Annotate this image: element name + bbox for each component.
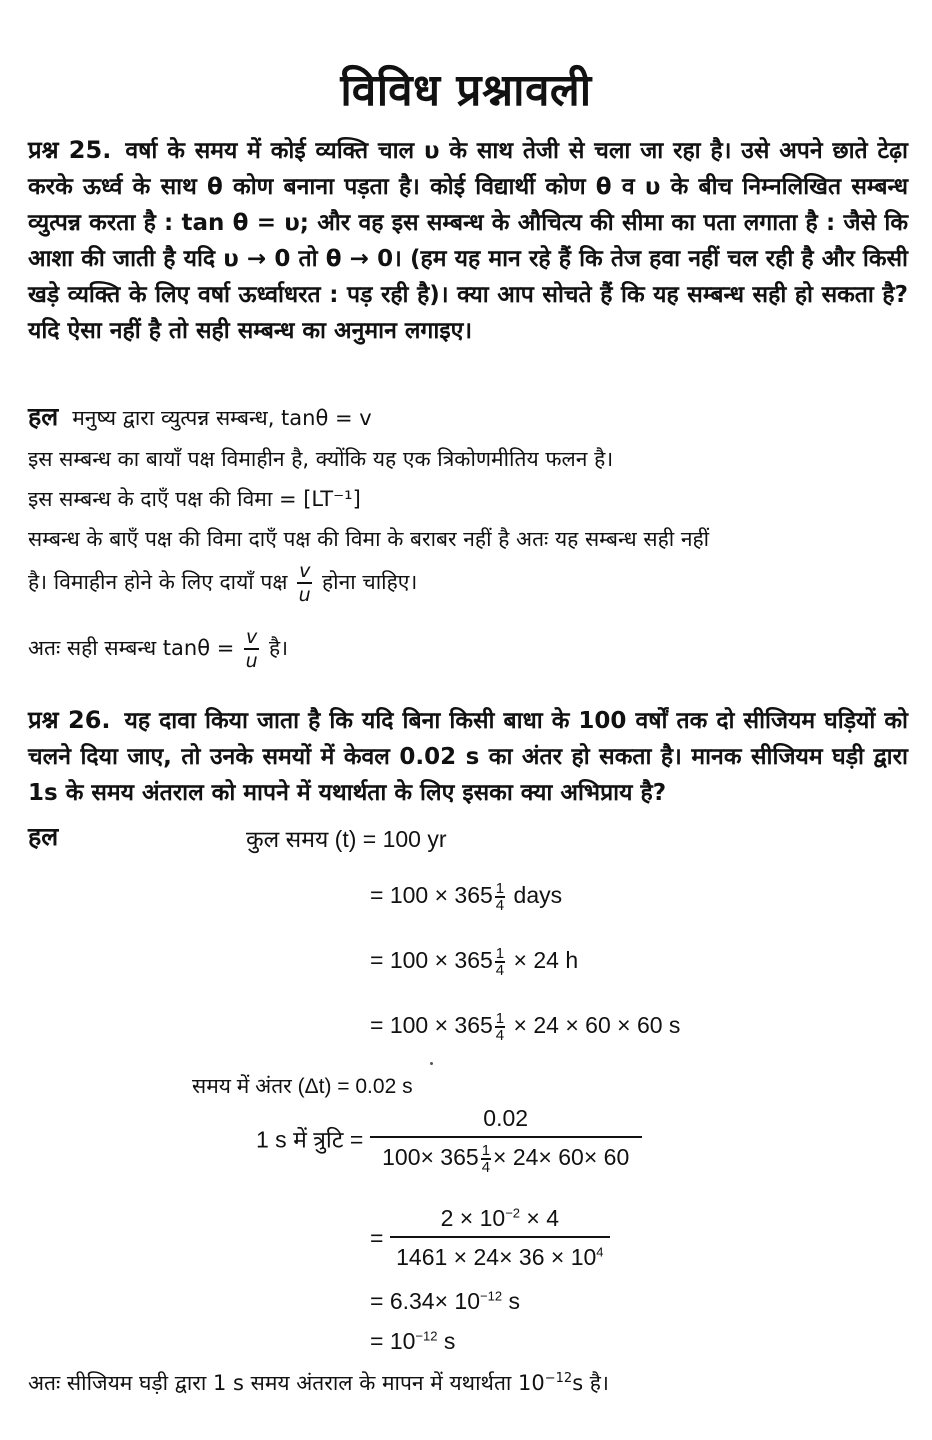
time-difference: समय में अंतर (Δt) = 0.02 s: [192, 1075, 413, 1098]
equation-seconds-prefix: = 100 × 365: [370, 1012, 493, 1038]
quarter-fraction: [495, 881, 505, 913]
equation-hours-suffix: × 24 h: [513, 947, 579, 973]
rounded-exponent: −12: [415, 1328, 438, 1344]
solution-25-line-6: [28, 626, 908, 672]
result-value: [370, 1286, 520, 1316]
rounded-base: = 10: [370, 1328, 416, 1354]
equation-hours-prefix: = 100 × 365: [370, 947, 493, 973]
error-equation: [256, 1104, 642, 1175]
equation-days: [370, 880, 562, 913]
question-26: [28, 702, 908, 811]
print-speck: [430, 1062, 433, 1065]
error-denominator-suffix: × 24× 60× 60: [493, 1144, 630, 1170]
solution-25-line-5-text: है। विमाहीन होने के लिए दायाँ पक्ष: [28, 570, 288, 594]
error-label: 1 s में त्रुटि =: [256, 1126, 364, 1153]
equals-sign: =: [370, 1225, 384, 1251]
fraction-denominator: u: [245, 650, 258, 672]
quarter-numerator: 1: [495, 879, 505, 897]
solution-25-line-5-end: होना चाहिए।: [322, 570, 418, 594]
quarter-denominator: 4: [495, 896, 505, 914]
solution-25-line-3: इस सम्बन्ध के दाएँ पक्ष की विमा = [LT⁻¹]: [28, 487, 361, 511]
result-unit: s: [502, 1288, 520, 1314]
correct-relation-text: अतः सही सम्बन्ध tanθ =: [28, 636, 235, 660]
error-fraction: [370, 1104, 642, 1175]
error-denominator: [370, 1138, 642, 1175]
conclusion-exponent: −12: [544, 1371, 573, 1386]
solution-26-label: हल: [28, 822, 59, 851]
denominator-exponent: 4: [596, 1244, 604, 1260]
conclusion: [28, 1368, 908, 1398]
question-26-label: प्रश्न 26.: [28, 706, 111, 734]
quarter-fraction: [495, 946, 505, 978]
error-numerator: 0.02: [370, 1104, 642, 1138]
question-25: [28, 132, 908, 349]
result-base: = 6.34× 10: [370, 1288, 480, 1314]
simplified-equation: [370, 1204, 610, 1272]
question-26-text: यह दावा किया जाता है कि यदि बिना किसी बाधा के 100 वर्षों तक दो सीजियम घड़ियों को चलने दिया जाए, तो उनके समयों में केवल 0.02 s का अंतर हो सकता है। मानक सीजियम घड़ी द्वारा 1s के समय अंतराल को मापने में यथार्थता के लिए इसका क्या अभिप्राय है?: [28, 708, 908, 806]
denominator-base: 1461 × 24× 36 × 10: [396, 1244, 597, 1270]
fraction-denominator: u: [298, 584, 311, 606]
numerator-base: 2 × 10: [440, 1205, 506, 1231]
solution-25-line-4: सम्बन्ध के बाएँ पक्ष की विमा दाएँ पक्ष की विमा के बराबर नहीं है अतः यह सम्बन्ध सही नहीं: [28, 527, 710, 551]
correct-relation-fraction: [244, 626, 259, 672]
simplified-numerator: [390, 1204, 610, 1238]
simplified-fraction: [390, 1204, 610, 1272]
equation-days-unit: days: [513, 882, 563, 908]
page-title: विविध प्रश्नावली: [340, 65, 592, 116]
conclusion-text: अतः सीजियम घड़ी द्वारा 1 s समय अंतराल के मापन में यथार्थता 10: [28, 1371, 545, 1395]
numerator-exponent: −2: [505, 1205, 521, 1221]
simplified-denominator: [390, 1238, 610, 1272]
v-over-u-fraction: [297, 560, 312, 606]
correct-relation-end: है।: [268, 636, 289, 660]
equation-seconds: [370, 1010, 680, 1043]
error-denominator-prefix: 100× 365: [382, 1144, 479, 1170]
total-time: कुल समय (t) = 100 yr: [246, 826, 447, 852]
quarter-denominator: 4: [495, 1026, 505, 1044]
solution-26-label-line: [28, 822, 908, 853]
equation-hours: [370, 945, 578, 978]
result-rounded: [370, 1326, 455, 1356]
quarter-fraction: [495, 1011, 505, 1043]
quarter-numerator: 1: [481, 1141, 491, 1159]
quarter-fraction: [481, 1143, 491, 1175]
equation-seconds-suffix: × 24 × 60 × 60 s: [513, 1012, 681, 1038]
solution-25-line-5: [28, 560, 908, 606]
numerator-tail: × 4: [520, 1205, 560, 1231]
equation-days-prefix: = 100 × 365: [370, 882, 493, 908]
rounded-unit: s: [437, 1328, 456, 1354]
quarter-numerator: 1: [495, 1009, 505, 1027]
fraction-numerator: v: [299, 560, 311, 582]
conclusion-end: s है।: [572, 1371, 609, 1395]
solution-25-line-2: इस सम्बन्ध का बायाँ पक्ष विमाहीन है, क्योंकि यह एक त्रिकोणमीतिय फलन है।: [28, 447, 614, 471]
quarter-denominator: 4: [495, 961, 505, 979]
fraction-numerator: v: [246, 626, 258, 648]
solution-25-label: हल: [28, 402, 59, 431]
question-25-text: वर्षा के समय में कोई व्यक्ति चाल υ के साथ तेजी से चला जा रहा है। उसे अपने छाते टेढ़ा करके ऊर्ध्व के साथ θ कोण बनाना पड़ता है। कोई विद्यार्थी कोण θ व υ के बीच निम्नलिखित सम्बन्ध व्युत्पन्न करता है : tan θ = υ; और वह इस सम्बन्ध के औचित्य की सीमा का पता लगाता है : जैसे कि आशा की जाती है यदि υ → 0 तो θ → 0। (हम यह मान रहे हैं कि तेज हवा नहीं चल रही है और किसी खड़े व्यक्ति के लिए वर्षा ऊर्ध्वाधरत : पड़ रही है)। क्या आप सोचते हैं कि यह सम्बन्ध सही हो सकता है? यदि ऐसा नहीं है तो सही सम्बन्ध का अनुमान लगाइए।: [28, 138, 908, 344]
result-exponent: −12: [480, 1288, 503, 1304]
solution-25-derived-relation: मनुष्य द्वारा व्युत्पन्न सम्बन्ध, tanθ = v: [72, 406, 372, 430]
quarter-numerator: 1: [495, 944, 505, 962]
question-25-label: प्रश्न 25.: [28, 136, 112, 164]
solution-25-line-1: [28, 402, 908, 433]
quarter-denominator: 4: [481, 1158, 491, 1176]
